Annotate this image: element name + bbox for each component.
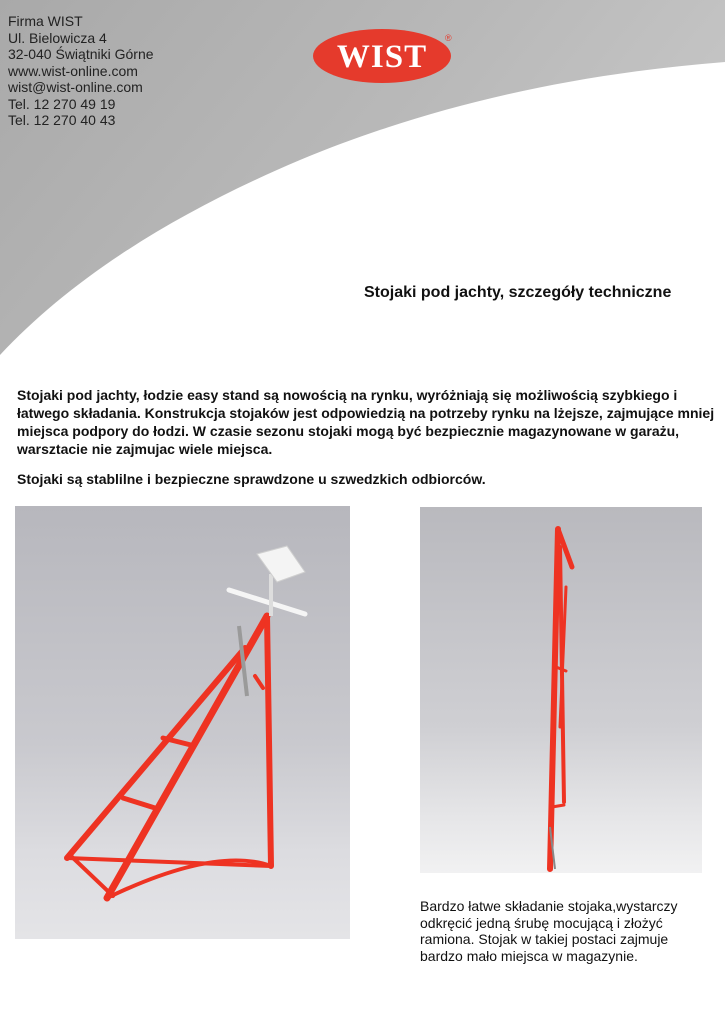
page-title: Stojaki pod jachty, szczegóły techniczne [364,284,672,301]
stand-folded-photo [420,507,702,873]
company-city: 32-040 Świątniki Górne [8,46,154,62]
folding-caption: Bardzo łatwe składanie stojaka,wystarczy odkręcić jedną śrubę mocującą i złożyć ramiona. Stojak w takiej postaci zajmuje bardzo mało miejsca w magazynie. [420,898,678,964]
company-website[interactable]: www.wist-online.com [8,62,138,79]
company-phone-1: Tel. 12 270 49 19 [8,95,116,112]
company-phone-2: Tel. 12 270 40 43 [8,112,116,128]
intro-paragraph-2: Stojaki są stablilne i bezpieczne sprawdzone u szwedzkich odbiorców. [17,471,486,487]
company-contact [8,13,154,129]
logo-registered-mark: ® [445,33,452,43]
stand-folded-illustration [420,507,702,873]
company-email[interactable]: wist@wist-online.com [8,79,143,95]
stand-assembled-illustration [15,506,350,939]
logo-text: WIST [336,39,428,75]
company-street: Ul. Bielowicza 4 [8,29,107,46]
intro-paragraph-1: Stojaki pod jachty, łodzie easy stand są nowością na rynku, wyróżniają się możliwością szybkiego i łatwego składania. Konstrukcja stojaków jest odpowiedzią na potrzeby rynku na lżejsze, zajmujące mniej miejsca podpory do łodzi. W czasie sezonu stojaki mogą być bezpiecznie magazynowane w garażu, warsztacie nie zajmujac wiele miejsca. [17,387,715,457]
company-name: Firma WIST [8,13,83,29]
stand-assembled-photo [15,506,350,939]
wist-logo [312,28,454,84]
intro-text [17,386,717,500]
